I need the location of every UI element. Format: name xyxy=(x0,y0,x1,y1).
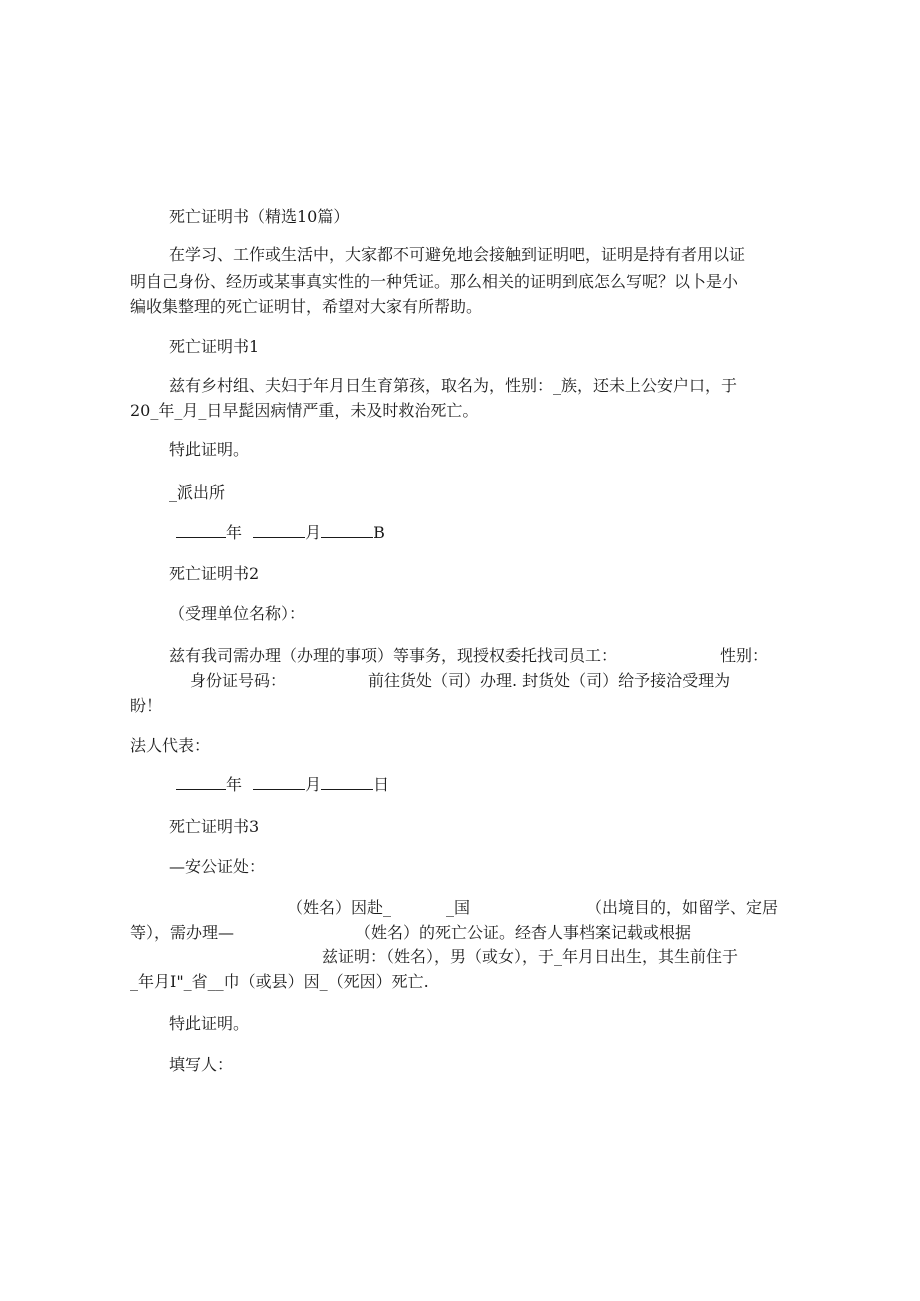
section1-closing: 特此证明。 xyxy=(169,440,250,459)
intro-line-3: 编收集整理的死亡证明甘，希望对大家有所帮助。 xyxy=(130,297,483,316)
day-blank xyxy=(321,775,373,790)
section3-recipient: —安公证处： xyxy=(169,857,266,876)
section2-signature: 法人代表： xyxy=(130,736,211,755)
year-blank xyxy=(176,775,226,790)
section3-body-line-4: _年月I"_省__巾（或县）因_（死因）死亡. xyxy=(130,972,429,991)
day-blank xyxy=(321,523,373,538)
section1-body-line-2: 20_年_月_日早髭因病情严重，未及时救治死亡。 xyxy=(130,401,479,420)
year-blank xyxy=(176,523,226,538)
section2-heading: 死亡证明书2 xyxy=(169,564,260,583)
section3-heading: 死亡证明书3 xyxy=(169,817,260,836)
year-label: 年 xyxy=(226,775,243,794)
section1-date-line xyxy=(176,523,385,543)
intro-line-2: 明自己身份、经历或某事真实性的一种凭证。那么相关的证明到底怎么写呢？以卜是小 xyxy=(130,272,739,291)
section1-issuer: _派出所 xyxy=(169,483,226,502)
section3-closing: 特此证明。 xyxy=(169,1014,250,1033)
document-title: 死亡证明书（精选10篇） xyxy=(169,207,350,226)
month-label: 月 xyxy=(305,775,322,794)
section3-body-line-2b: （姓名）的死亡公证。经杳人事档案记载或根据 xyxy=(355,923,692,942)
day-label: B xyxy=(373,523,385,542)
year-label: 年 xyxy=(226,523,243,542)
day-label: 日 xyxy=(373,775,390,794)
month-label: 月 xyxy=(305,523,322,542)
section2-date-line xyxy=(176,775,389,795)
section3-body-line-2a: 等），需办理— xyxy=(130,923,235,942)
month-blank xyxy=(253,775,305,790)
section3-body-line-3: 兹证明：（姓名），男（或女），于_年月日出生，其生前住于 xyxy=(322,947,739,966)
section2-body-line-2a: 身份证号码： xyxy=(190,671,287,690)
intro-line-1: 在学习、工作或生活中，大家都不可避免地会接触到证明吧，证明是持有者用以证 xyxy=(169,245,746,264)
section2-body-line-2b: 前往货处（司）办理. 封货处（司）给予接洽受理为 xyxy=(368,671,731,690)
section2-recipient: （受理单位名称）： xyxy=(169,604,306,623)
section1-heading: 死亡证明书1 xyxy=(169,337,260,356)
section2-body-line-1a: 兹有我司需办理（办理的事项）等事务，现授权委托找司员工： xyxy=(169,646,618,665)
month-blank xyxy=(253,523,305,538)
section2-body-line-1b: 性别： xyxy=(720,646,769,665)
section1-body-line-1: 兹有乡村组、夫妇于年月日生育第孩，取名为，性别：_族，还未上公安户口，于 xyxy=(169,376,738,395)
section3-filler: 填写人： xyxy=(169,1055,234,1074)
section2-body-line-3: 盼！ xyxy=(130,696,163,715)
section3-body-line-1b: _国 xyxy=(446,898,471,917)
section3-body-line-1a: （姓名）因赴_ xyxy=(287,898,392,917)
section3-body-line-1c: （出境目的，如留学、定居 xyxy=(586,898,779,917)
